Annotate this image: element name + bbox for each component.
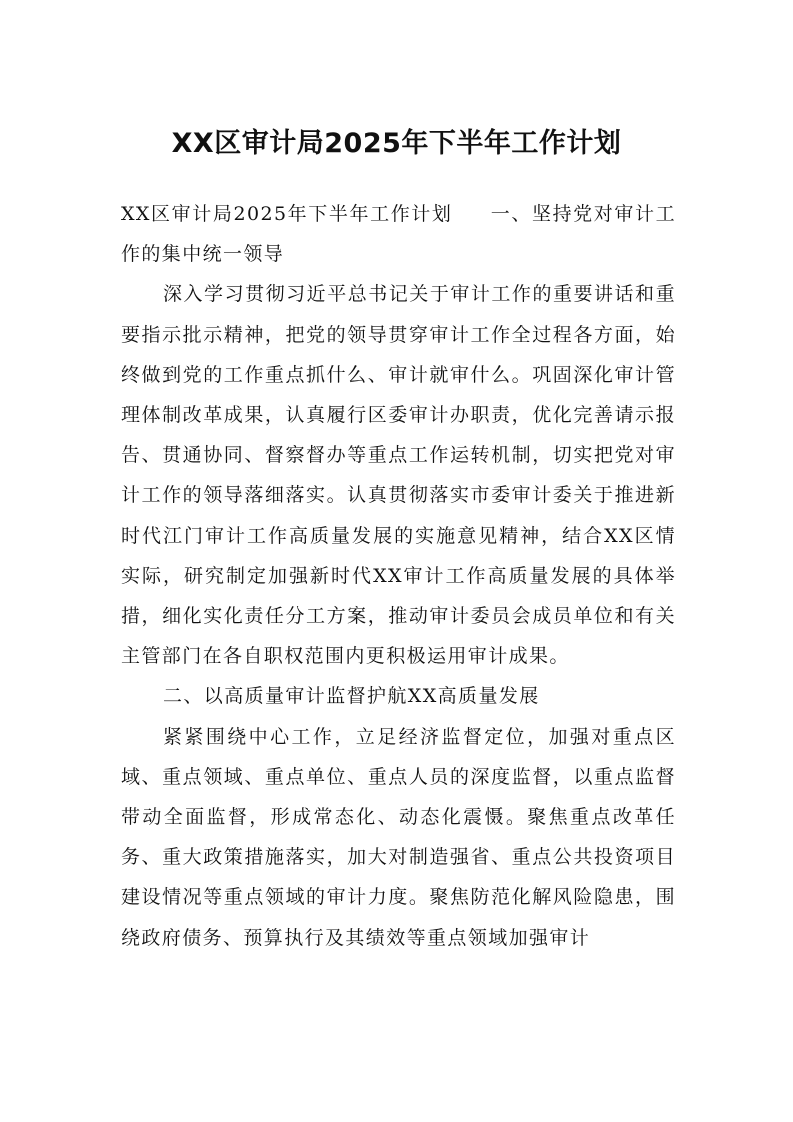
section-2-paragraph: 紧紧围绕中心工作，立足经济监督定位，加强对重点区域、重点领域、重点单位、重点人员的深度监督，以重点监督带动全面监督，形成常态化、动态化震慑。聚焦重点改革任务、重大政策措施落实，加大对制造强省、重点公共投资项目建设情况等重点领域的审计力度。聚焦防范化解风险隐患，围绕政府债务、预算执行及其绩效等重点领域加强审计	[121, 725, 676, 949]
intro-paragraph	[121, 194, 676, 274]
document-title: XX区审计局2025年下半年工作计划	[171, 128, 622, 159]
intro-line: XX区审计局2025年下半年工作计划	[121, 203, 453, 225]
document-body	[121, 194, 676, 958]
section-1-heading: 一、坚持党对审计工作的集中统一领导	[121, 203, 677, 266]
section-1-paragraph: 深入学习贯彻习近平总书记关于审计工作的重要讲话和重要指示批示精神，把党的领导贯穿审计工作全过程各方面，始终做到党的工作重点抓什么、审计就审什么。巩固深化审计管理体制改革成果，认真履行区委审计办职责，优化完善请示报告、贯通协同、督察督办等重点工作运转机制，切实把党对审计工作的领导落细落实。认真贯彻落实市委审计委关于推进新时代江门审计工作高质量发展的实施意见精神，结合XX区情实际，研究制定加强新时代XX审计工作高质量发展的具体举措，细化实化责任分工方案，推动审计委员会成员单位和有关主管部门在各自职权范围内更积极运用审计成果。	[121, 283, 676, 668]
section-2-heading: 二、以高质量审计监督护航XX高质量发展	[163, 685, 540, 708]
